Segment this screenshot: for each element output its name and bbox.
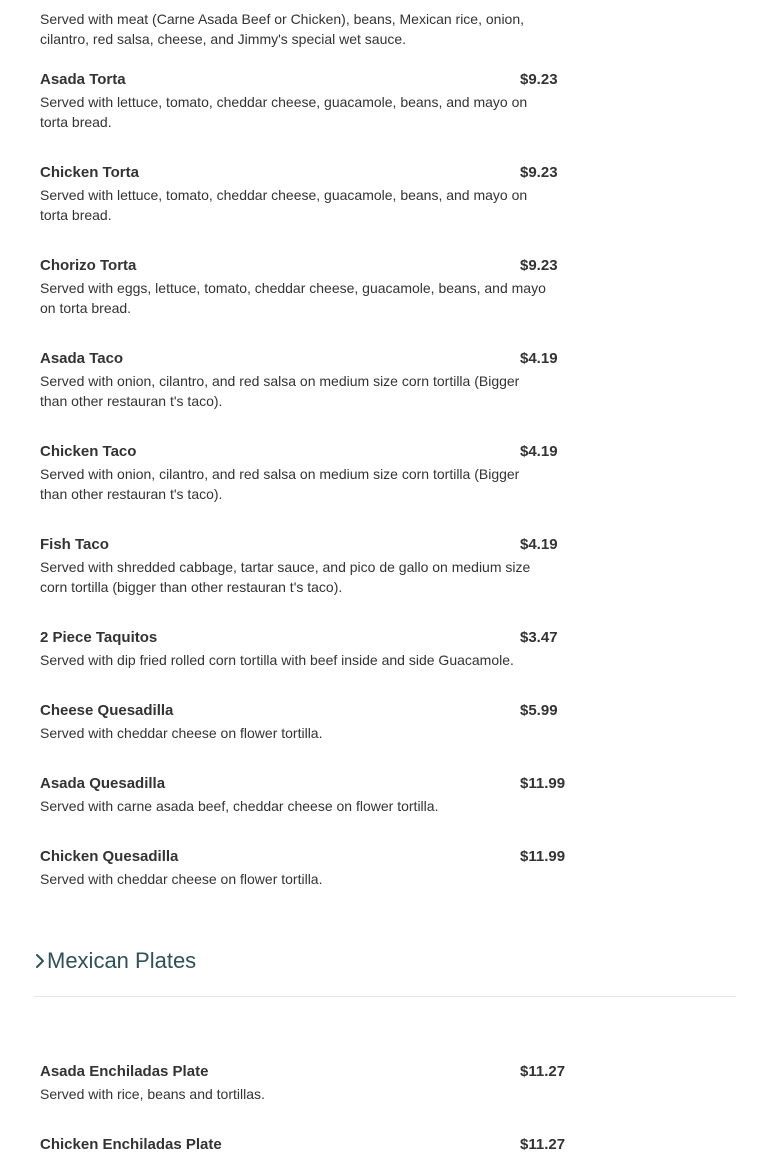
menu-item-price: $11.99 xyxy=(520,775,566,792)
menu-item-name: Fish Taco xyxy=(40,536,109,553)
menu-item-description: Served with carne asada beef, cheddar cheese on flower tortilla. xyxy=(40,798,439,814)
menu-item-price: $9.23 xyxy=(520,71,558,88)
menu-item-name: Asada Torta xyxy=(40,71,126,88)
menu-item-description: Served with onion, cilantro, and red salsa on medium size corn tortilla (Bigger than other restauran t's taco). xyxy=(40,373,520,409)
chevron-right-icon xyxy=(34,953,46,969)
menu-item-price: $11.99 xyxy=(520,848,566,865)
menu-item-description: Served with shredded cabbage, tartar sauce, and pico de gallo on medium size corn tortilla (bigger than other restauran t's taco). xyxy=(40,559,531,595)
menu-item-description: Served with eggs, lettuce, tomato, cheddar cheese, guacamole, beans, and mayo on torta bread. xyxy=(40,280,546,316)
menu-item-name: Cheese Quesadilla xyxy=(40,702,174,719)
menu-item-price: $5.99 xyxy=(520,702,558,719)
section-header-mexican-plates[interactable] xyxy=(34,944,736,997)
menu-item-description: Served with cheddar cheese on flower tortilla. xyxy=(40,725,323,741)
menu-item-description: Served with cheddar cheese on flower tortilla. xyxy=(40,871,323,887)
menu-item-name: Chicken Enchiladas Plate xyxy=(40,1136,222,1153)
section-title: Mexican Plates xyxy=(47,948,197,973)
menu-item-description: Served with dip fried rolled corn tortilla with beef inside and side Guacamole. xyxy=(40,652,514,668)
menu-item-name: Chicken Taco xyxy=(40,443,137,460)
menu-item-name: Asada Enchiladas Plate xyxy=(40,1063,209,1080)
menu-item-description: Served with lettuce, tomato, cheddar cheese, guacamole, beans, and mayo on torta bread. xyxy=(40,94,528,130)
menu-item-name: Asada Taco xyxy=(40,350,124,367)
menu-item-name: Chicken Torta xyxy=(40,164,139,181)
menu-item-price: $9.23 xyxy=(520,257,558,274)
menu-item-price: $4.19 xyxy=(520,443,558,460)
menu-item-price: $9.23 xyxy=(520,164,558,181)
menu-item-description: Served with lettuce, tomato, cheddar cheese, guacamole, beans, and mayo on torta bread. xyxy=(40,187,528,223)
menu-item-price: $11.27 xyxy=(520,1136,566,1153)
menu-item-name: Chorizo Torta xyxy=(40,257,137,274)
menu-item-name: 2 Piece Taquitos xyxy=(40,629,158,646)
menu-item-price: $4.19 xyxy=(520,536,558,553)
menu-item-price: $3.47 xyxy=(520,629,558,646)
menu-item-price: $11.27 xyxy=(520,1063,566,1080)
menu-item-name: Chicken Quesadilla xyxy=(40,848,179,865)
menu-item-name: Asada Quesadilla xyxy=(40,775,166,792)
menu-item-price: $4.19 xyxy=(520,350,558,367)
menu-item-description: Served with onion, cilantro, and red salsa on medium size corn tortilla (Bigger than other restauran t's taco). xyxy=(40,466,520,502)
menu-item-description: Served with meat (Carne Asada Beef or Chicken), beans, Mexican rice, onion, cilantro, red salsa, cheese, and Jimmy's special wet sauce. xyxy=(40,11,525,47)
menu-item-description: Served with rice, beans and tortillas. xyxy=(40,1086,265,1102)
